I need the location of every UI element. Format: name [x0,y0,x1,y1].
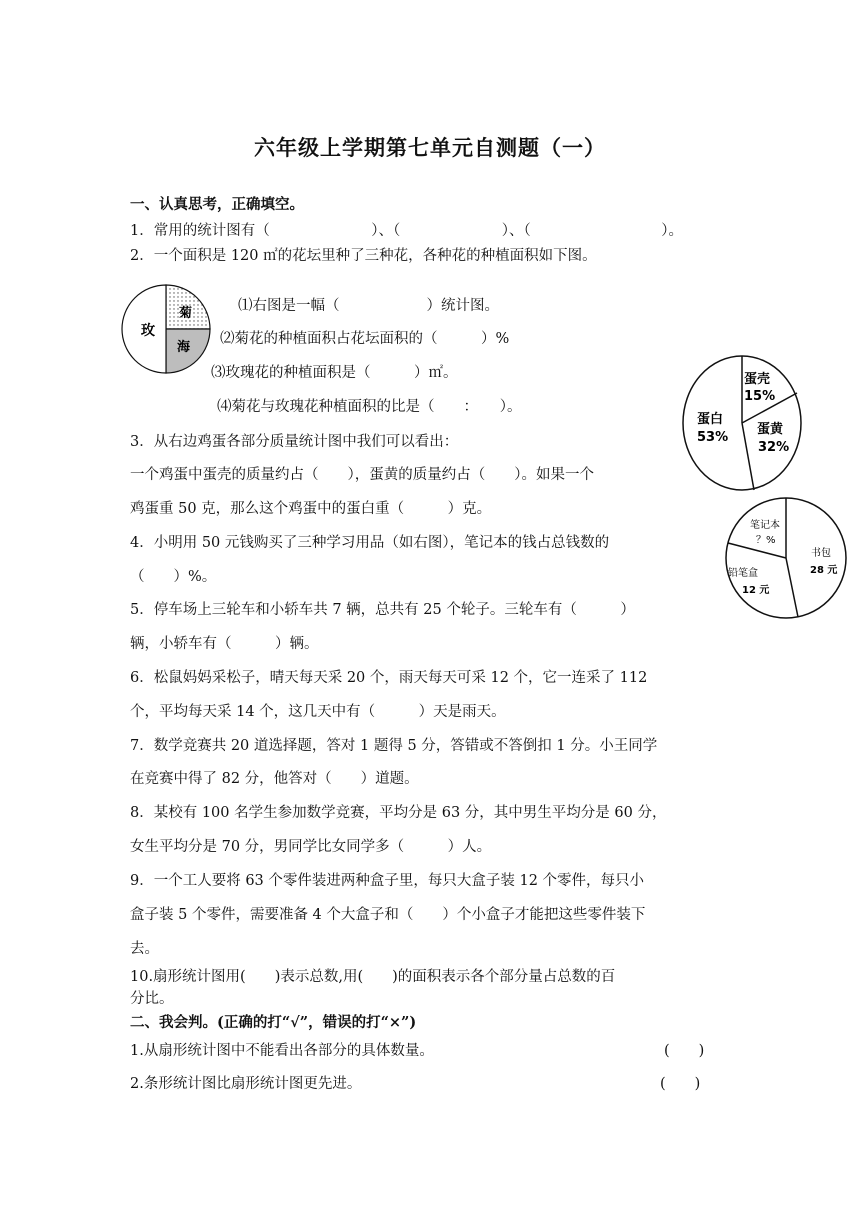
judge-1-answer-blank[interactable]: ( ) [664,1043,705,1059]
egg-label-yolk: 蛋黄 [757,422,784,437]
section1-heading: 一、认真思考，正确填空。 [130,196,304,213]
question-3-line-2: 一个鸡蛋中蛋壳的质量约占（ ），蛋黄的质量约占（ ）。如果一个 [130,467,594,483]
pie-label-mei: 玫 [141,323,155,339]
stationery-value-bag: 28 元 [810,565,838,576]
question-2-2: ⑵菊花的种植面积占花坛面积的（ ）% [220,331,510,347]
question-9-line-2: 盒子装 5 个零件，需要准备 4 个大盒子和（ ）个小盒子才能把这些零件装下 [130,907,646,923]
question-10-line-2: 分比。 [130,991,174,1007]
question-3-line-3: 鸡蛋重 50 克，那么这个鸡蛋中的蛋白重（ ）克。 [130,501,492,517]
stationery-label-notebook: 笔记本 [750,520,780,531]
stationery-value-pencilbox: 12 元 [742,585,770,596]
question-7-line-2: 在竞赛中得了 82 分，他答对（ ）道题。 [130,771,419,787]
stationery-value-notebook: ？% [756,535,776,546]
question-9-line-1: 9．一个工人要将 63 个零件装进两种盒子里，每只大盒子装 12 个零件，每只小 [130,873,645,889]
question-10-line-1: 10.扇形统计图用( )表示总数,用( )的面积表示各个部分量占总数的百 [130,969,616,985]
question-8-line-1: 8．某校有 100 名学生参加数学竞赛，平均分是 63 分，其中男生平均分是 60 分， [130,805,667,821]
pie-label-hai: 海 [177,340,191,355]
question-4-line-2: （ ）%。 [130,569,217,585]
judge-2: 2.条形统计图比扇形统计图更先进。 [130,1076,362,1092]
question-2-3: ⑶玫瑰花的种植面积是（ ）㎡。 [211,365,458,381]
page-title: 六年级上学期第七单元自测题（一） [254,135,606,160]
stationery-label-pencilbox: 铅笔盒 [728,568,758,579]
stationery-label-bag: 书包 [811,548,831,559]
question-8-line-2: 女生平均分是 70 分，男同学比女同学多（ ）人。 [130,839,492,855]
question-6-line-1: 6．松鼠妈妈采松子，晴天每天采 20 个，雨天每天可采 12 个，它一连采了 112 [130,670,648,686]
question-2-1: ⑴右图是一幅（ ）统计图。 [238,298,499,314]
flower-pie-chart [120,283,212,375]
judge-2-answer-blank[interactable]: ( ) [660,1076,701,1092]
egg-label-white: 蛋白 [697,412,724,427]
pie-label-ju: 菊 [179,306,193,321]
question-5-line-2: 辆，小轿车有（ ）辆。 [130,636,319,652]
question-4-line-1: 4．小明用 50 元钱购买了三种学习用品（如右图），笔记本的钱占总钱数的 [130,535,610,551]
stationery-pie-chart [722,494,848,620]
question-3-line-1: 3．从右边鸡蛋各部分质量统计图中我们可以看出： [130,434,459,450]
question-7-line-1: 7．数学竞赛共 20 道选择题，答对 1 题得 5 分，答错或不答倒扣 1 分。小王同学 [130,738,658,754]
judge-1: 1.从扇形统计图中不能看出各部分的具体数量。 [130,1043,434,1059]
section2-heading: 二、我会判。(正确的打“√”，错误的打“×”) [130,1014,417,1031]
question-2: 2．一个面积是 120 ㎡的花坛里种了三种花，各种花的种植面积如下图。 [130,248,597,264]
egg-value-yolk: 32% [758,440,790,455]
question-5-line-1: 5．停车场上三轮车和小轿车共 7 辆，总共有 25 个轮子。三轮车有（ ） [130,602,635,618]
egg-label-shell: 蛋壳 [744,372,771,387]
egg-pie-chart [680,353,804,493]
egg-value-white: 53% [697,430,729,445]
question-9-line-3: 去。 [130,941,159,957]
question-2-4: ⑷菊花与玫瑰花种植面积的比是（ ： ）。 [217,399,522,415]
question-1: 1．常用的统计图有（ ）、（ ）、（ ）。 [130,223,683,239]
egg-value-shell: 15% [744,389,776,404]
question-6-line-2: 个，平均每天采 14 个，这几天中有（ ）天是雨天。 [130,704,506,720]
